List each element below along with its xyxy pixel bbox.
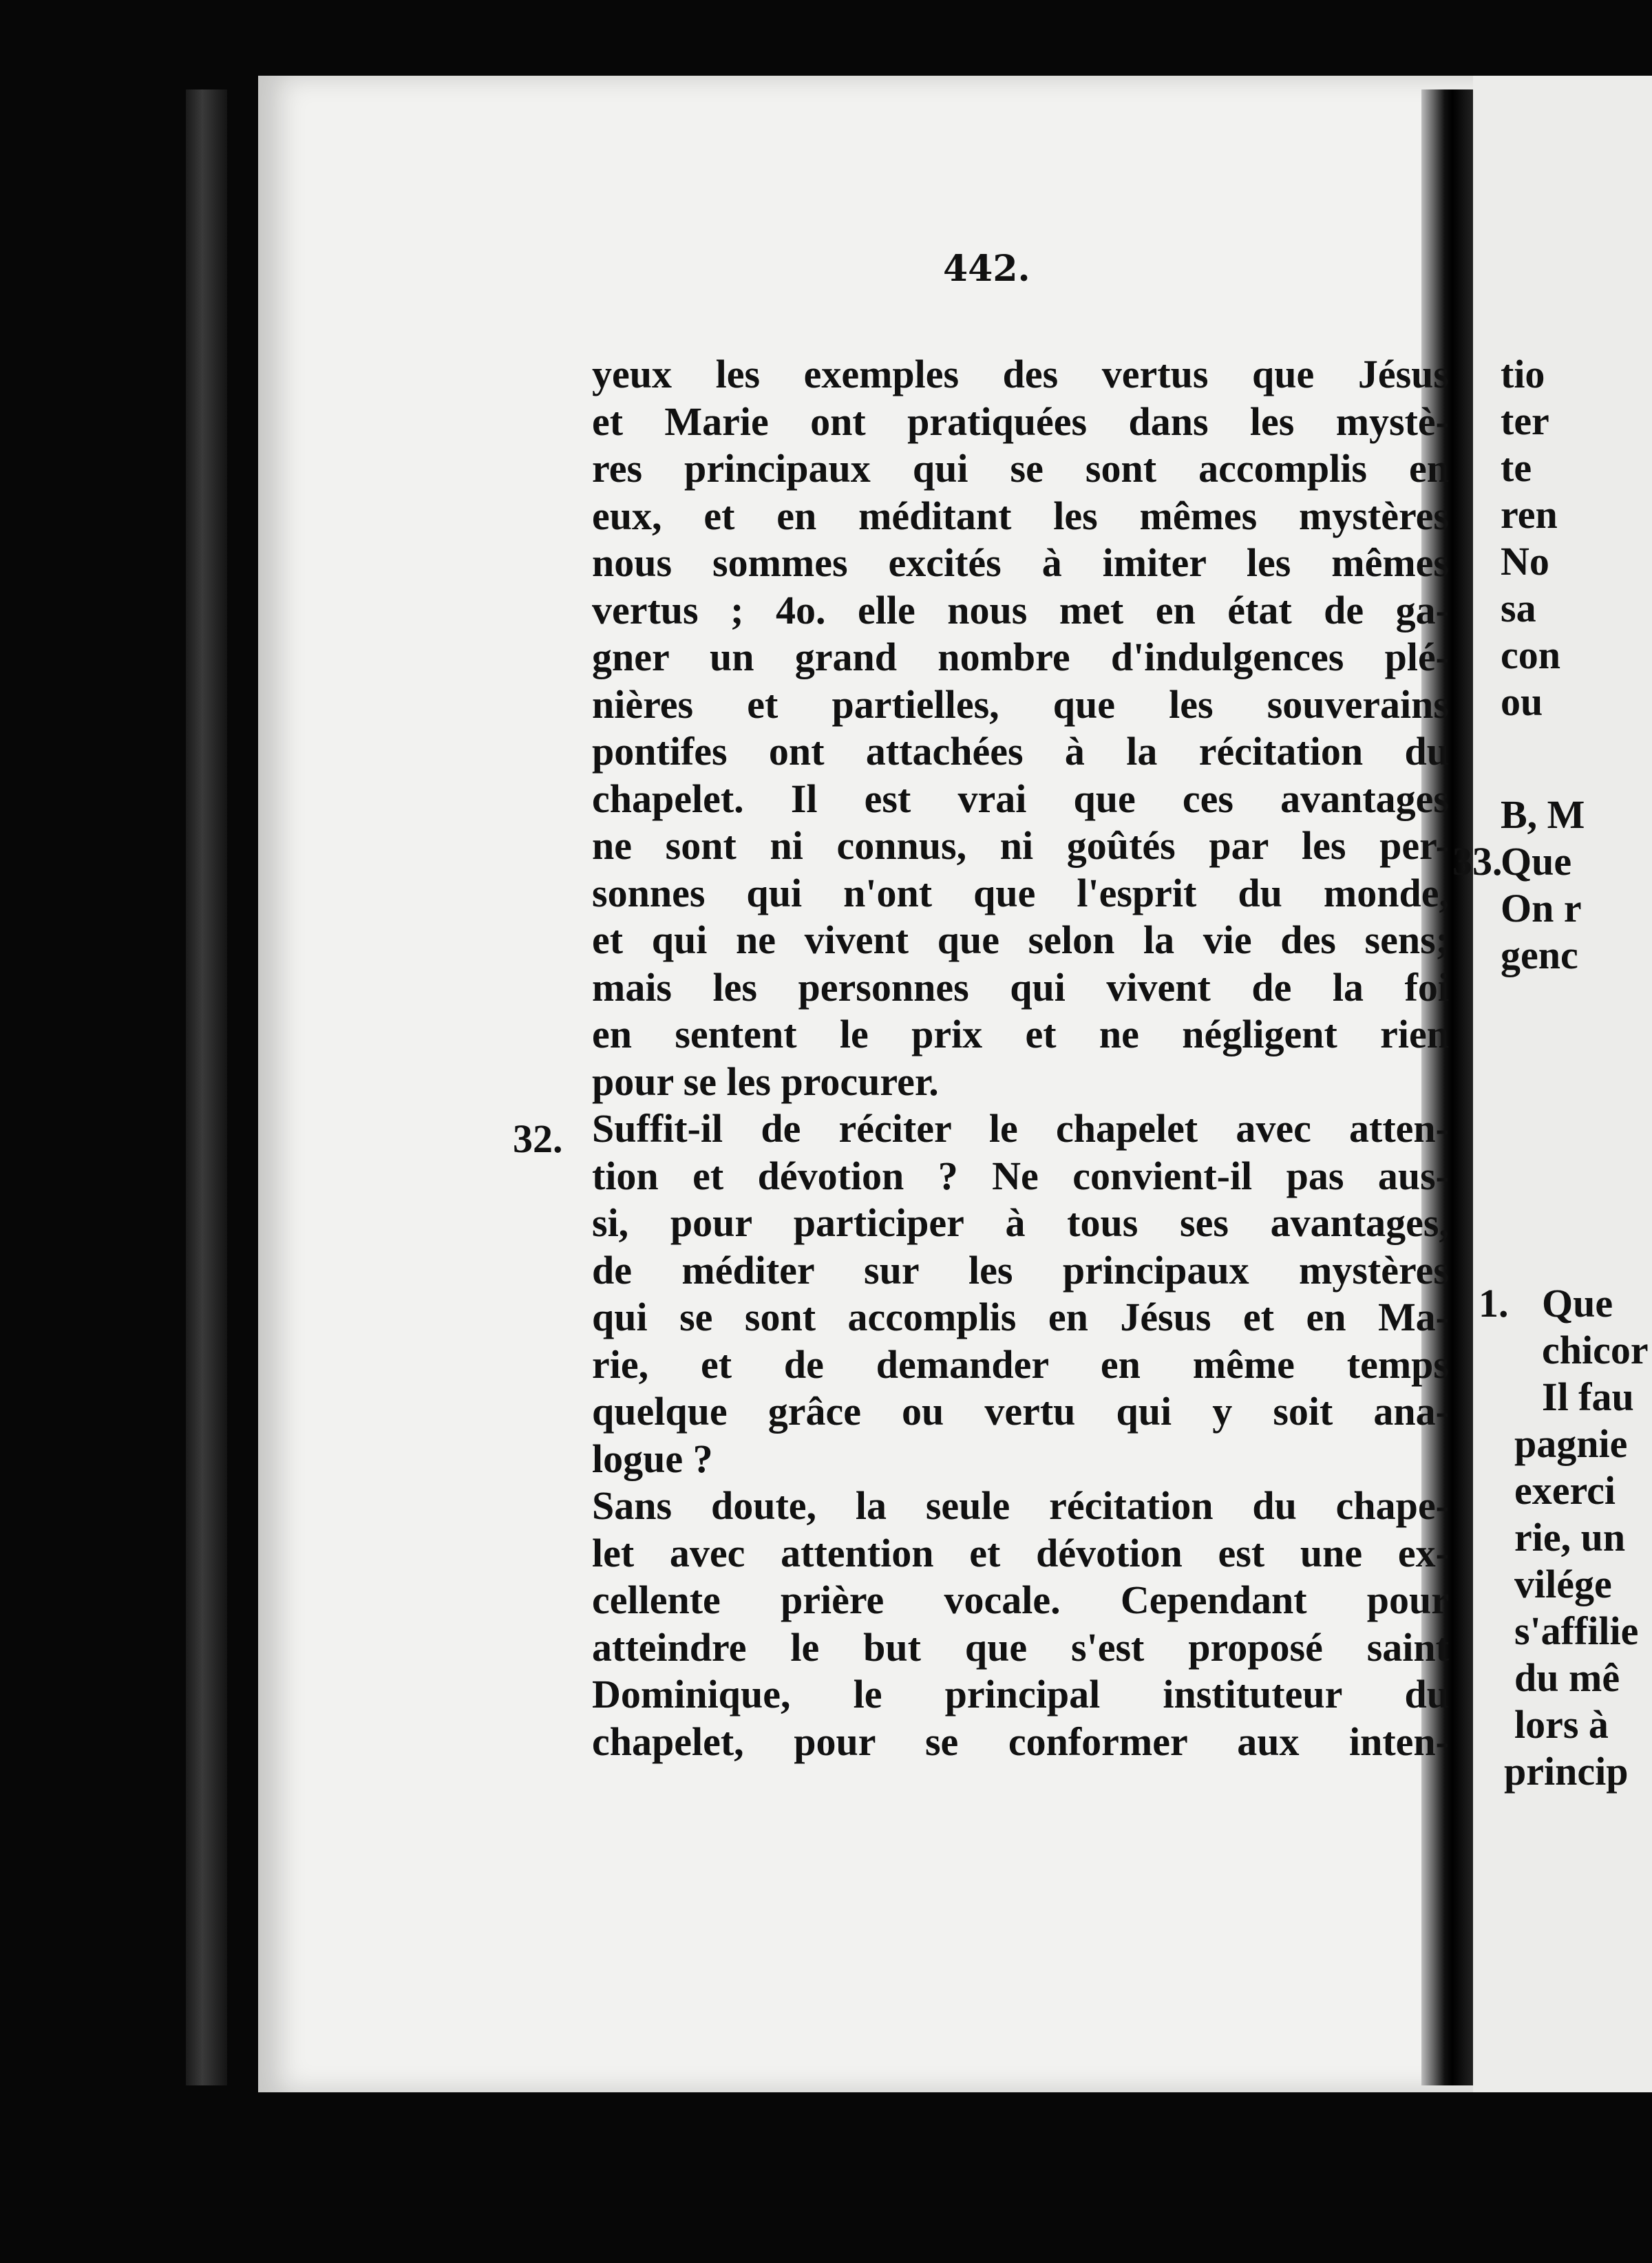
right-line: te bbox=[1501, 445, 1532, 490]
text-line: nous sommes excités à imiter les mêmes bbox=[592, 540, 1449, 585]
right-line: Que bbox=[1501, 839, 1572, 884]
text-line: chapelet. Il est vrai que ces avantages bbox=[592, 776, 1449, 821]
question-number: 32. bbox=[513, 1116, 563, 1161]
right-line: On r bbox=[1501, 886, 1582, 931]
answer-line: let avec attention et dévotion est une ex- bbox=[592, 1530, 1449, 1575]
right-line: chicor bbox=[1542, 1328, 1649, 1372]
right-line: B, M bbox=[1501, 792, 1585, 837]
question-line: quelque grâce ou vertu qui y soit ana- bbox=[592, 1389, 1449, 1434]
question-line: si, pour participer à tous ses avantages, bbox=[592, 1200, 1449, 1245]
right-line: No bbox=[1501, 539, 1549, 584]
question-line: Suffit-il de réciter le chapelet avec atten- bbox=[592, 1106, 1449, 1151]
right-line: rie, un bbox=[1514, 1515, 1626, 1560]
answer-line: Sans doute, la seule récitation du chape- bbox=[592, 1483, 1449, 1528]
right-line: sa bbox=[1501, 586, 1536, 630]
answer-line: chapelet, pour se conformer aux inten- bbox=[592, 1719, 1449, 1764]
text-line: pour se les procurer. bbox=[592, 1059, 939, 1104]
answer-line: cellente prière vocale. Cependant pour bbox=[592, 1577, 1449, 1622]
text-line: nières et partielles, que les souverains bbox=[592, 681, 1449, 727]
answer-line: atteindre le but que s'est proposé saint bbox=[592, 1624, 1449, 1670]
text-line: et Marie ont pratiquées dans les mystè- bbox=[592, 399, 1449, 444]
right-question-number: 33. bbox=[1452, 839, 1503, 884]
right-line: du mê bbox=[1514, 1655, 1620, 1700]
text-line: et qui ne vivent que selon la vie des sens; bbox=[592, 917, 1449, 962]
right-line: genc bbox=[1501, 933, 1578, 977]
right-line: s'affilie bbox=[1514, 1608, 1639, 1653]
text-line: res principaux qui se sont accomplis en bbox=[592, 446, 1449, 491]
right-line: Il fau bbox=[1542, 1374, 1634, 1419]
question-line: logue ? bbox=[592, 1436, 713, 1481]
text-line: pontifes ont attachées à la récitation du bbox=[592, 729, 1449, 774]
right-line: tio bbox=[1501, 352, 1545, 396]
text-line: yeux les exemples des vertus que Jésus bbox=[592, 352, 1449, 396]
text-line: eux, et en méditant les mêmes mystères bbox=[592, 493, 1449, 538]
right-question-number: 1. bbox=[1479, 1281, 1509, 1326]
text-line: mais les personnes qui vivent de la foi bbox=[592, 964, 1449, 1010]
question-line: tion et dévotion ? Ne convient-il pas aus- bbox=[592, 1153, 1449, 1198]
right-line: ou bbox=[1501, 679, 1543, 724]
right-line: ren bbox=[1501, 492, 1558, 537]
right-line: pagnie bbox=[1514, 1421, 1628, 1466]
question-line: de méditer sur les principaux mystères bbox=[592, 1247, 1449, 1293]
right-line: vilége bbox=[1514, 1562, 1612, 1606]
right-line: lors à bbox=[1514, 1702, 1609, 1747]
text-line: ne sont ni connus, ni goûtés par les per- bbox=[592, 823, 1449, 868]
text-line: gner un grand nombre d'indulgences plé- bbox=[592, 635, 1449, 679]
body-text bbox=[592, 351, 1449, 1765]
right-line: princip bbox=[1504, 1749, 1629, 1794]
question-line: rie, et de demander en même temps bbox=[592, 1341, 1449, 1387]
text-line: en sentent le prix et ne négligent rien bbox=[592, 1012, 1449, 1056]
answer-line: Dominique, le principal instituteur du bbox=[592, 1672, 1449, 1717]
right-line: Que bbox=[1542, 1281, 1613, 1326]
right-line: ter bbox=[1501, 399, 1549, 443]
right-line: exerci bbox=[1514, 1468, 1616, 1513]
book-spine bbox=[186, 89, 227, 2085]
page-number: 442. bbox=[943, 248, 1030, 290]
text-line: vertus ; 4o. elle nous met en état de ga- bbox=[592, 587, 1449, 633]
text-line: sonnes qui n'ont que l'esprit du monde, bbox=[592, 870, 1449, 915]
right-line: con bbox=[1501, 633, 1560, 677]
question-line: qui se sont accomplis en Jésus et en Ma- bbox=[592, 1295, 1449, 1339]
